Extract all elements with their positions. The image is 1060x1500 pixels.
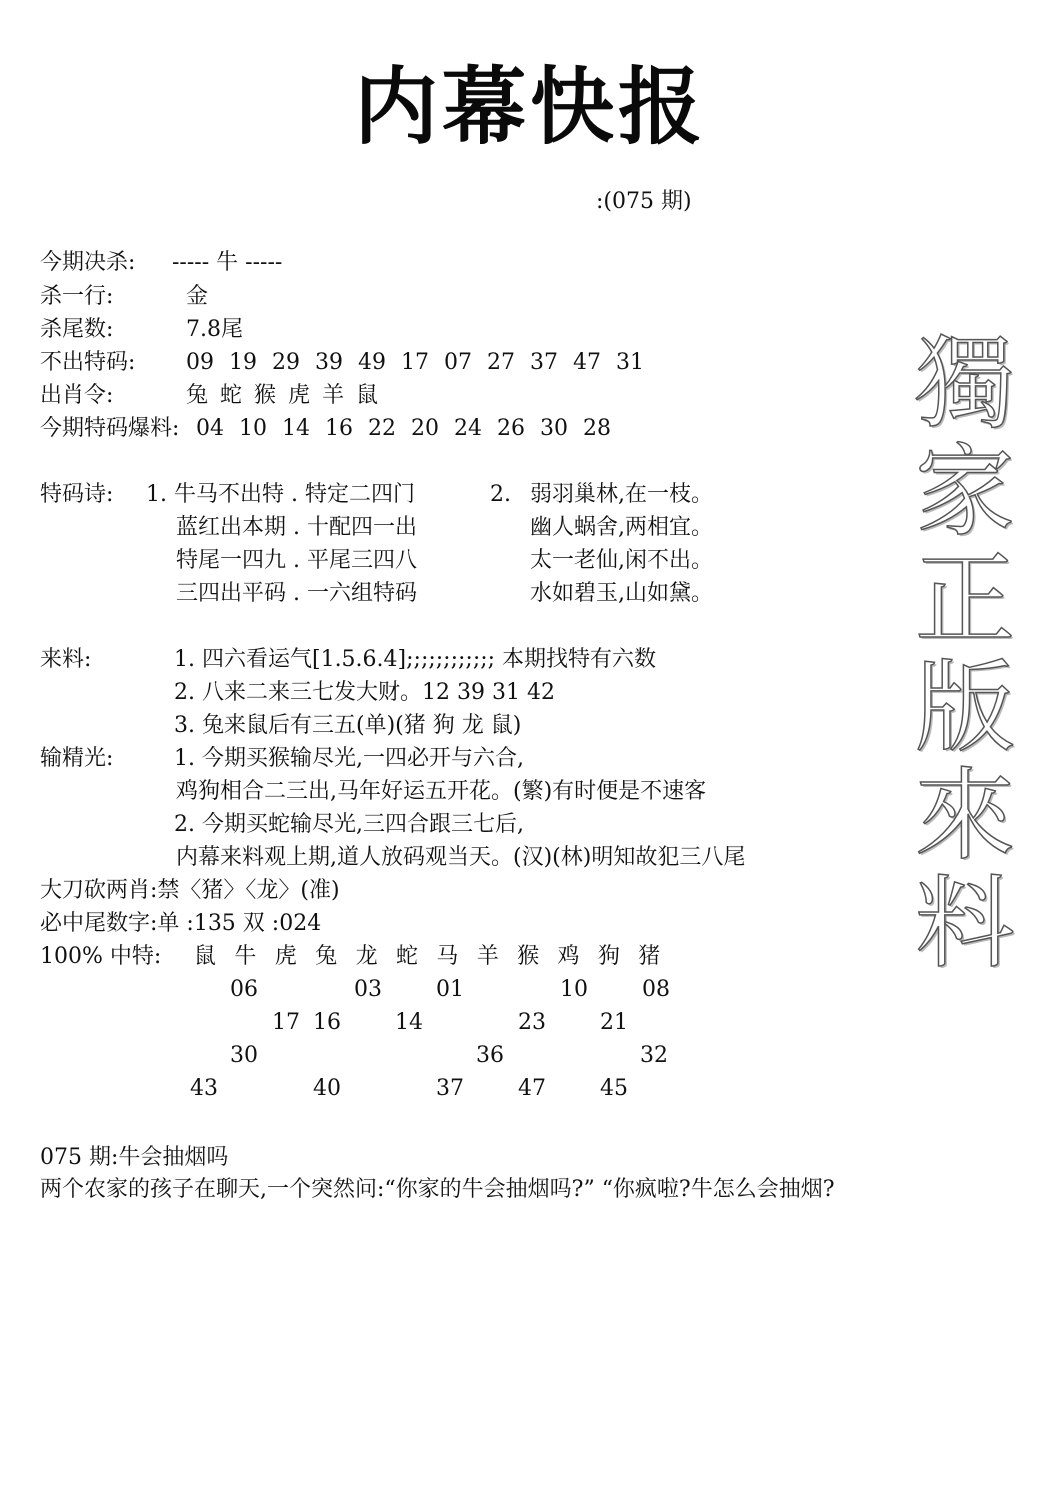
zodiac: 猪 (638, 944, 661, 969)
number: 29 (272, 350, 300, 375)
hundred-zodiacs (194, 942, 679, 972)
poem-line: 弱羽巢林,在一枝。 (530, 482, 713, 507)
hundred-number: 36 (476, 1043, 504, 1068)
zodiac: 马 (436, 944, 459, 969)
stamp-char: 獨 (915, 325, 1015, 442)
zodiac: 兔 (315, 944, 338, 969)
number: 07 (444, 350, 472, 375)
zodiac: 狗 (597, 944, 620, 969)
hundred-number: 06 (230, 977, 258, 1002)
poem-col2-number: 2. (490, 482, 511, 507)
hundred-number: 03 (354, 977, 382, 1002)
poem-line: 太一老仙,闲不出。 (530, 548, 713, 573)
poem-line: 1. 牛马不出特 . 特定二四门 (146, 482, 415, 507)
kill-label: 今期决杀: (40, 250, 136, 275)
stamp-char: 正 (915, 541, 1015, 658)
hundred-number: 10 (560, 977, 588, 1002)
number: 30 (540, 416, 568, 441)
hundred-number: 37 (436, 1076, 464, 1101)
lose-line: 2. 今期买蛇输尽光,三四合跟三七后, (174, 812, 524, 837)
hundred-number: 45 (600, 1076, 628, 1101)
lose-line: 内幕来料观上期,道人放码观当天。(汉)(林)明知故犯三八尾 (176, 845, 746, 870)
source-line: 3. 兔来鼠后有三五(单)(猪 狗 龙 鼠) (174, 713, 522, 738)
poem-line: 特尾一四九 . 平尾三四八 (176, 548, 417, 573)
hundred-number: 47 (518, 1076, 546, 1101)
source-line: 1. 四六看运气[1.5.6.4];;;;;;;;;;;; 本期找特有六数 (174, 647, 657, 672)
kill-value: ----- 牛 ----- (172, 250, 283, 275)
zodiac: 兔 (186, 383, 209, 408)
number: 20 (411, 416, 439, 441)
lose-label: 输精光: (40, 746, 114, 771)
stamp-char: 家 (915, 433, 1015, 550)
stamp-char: 來 (915, 757, 1015, 874)
exclusive-stamp (900, 325, 1030, 982)
zodiac: 虎 (288, 383, 311, 408)
kill-tail-label: 杀尾数: (40, 317, 114, 342)
stamp-char: 版 (915, 649, 1015, 766)
zodiac: 虎 (274, 944, 297, 969)
number: 24 (454, 416, 482, 441)
zodiac: 蛇 (395, 944, 418, 969)
must-tail-line: 必中尾数字:单 :135 双 :024 (40, 911, 322, 936)
hundred-number: 01 (436, 977, 464, 1002)
kill-row-value: 金 (186, 284, 209, 309)
poem-line: 水如碧玉,山如黛。 (530, 581, 713, 606)
kill-tail-value: 7.8尾 (186, 317, 243, 342)
number: 09 (186, 350, 214, 375)
number: 39 (315, 350, 343, 375)
story-title: 075 期:牛会抽烟吗 (40, 1145, 229, 1170)
number: 17 (401, 350, 429, 375)
zodiac: 蛇 (220, 383, 243, 408)
no-special-label: 不出特码: (40, 350, 136, 375)
zodiac: 猴 (254, 383, 277, 408)
hundred-number: 21 (600, 1010, 628, 1035)
kill-row-label: 杀一行: (40, 284, 114, 309)
no-special-numbers (186, 348, 659, 378)
number: 22 (368, 416, 396, 441)
lose-line: 鸡狗相合二三出,马年好运五开花。(繁)有时便是不速客 (176, 779, 707, 804)
number: 37 (530, 350, 558, 375)
hundred-number: 08 (642, 977, 670, 1002)
hundred-number: 16 (313, 1010, 341, 1035)
number: 31 (616, 350, 644, 375)
hundred-number: 17 (272, 1010, 300, 1035)
source-label: 来料: (40, 647, 92, 672)
number: 26 (497, 416, 525, 441)
number: 27 (487, 350, 515, 375)
zodiac: 羊 (322, 383, 345, 408)
issue-prefix: : (596, 189, 604, 214)
zodiac: 羊 (476, 944, 499, 969)
zodiac: 鸡 (557, 944, 580, 969)
number: 10 (239, 416, 267, 441)
hot-label: 今期特码爆料: (40, 416, 180, 441)
poem-line: 蓝红出本期 . 十配四一出 (176, 515, 417, 540)
issue-number (596, 184, 692, 215)
hundred-number: 43 (190, 1076, 218, 1101)
hundred-number: 23 (518, 1010, 546, 1035)
zodiac-out-list (186, 381, 390, 411)
number: 19 (229, 350, 257, 375)
hundred-label: 100% 中特: (40, 944, 162, 969)
number: 14 (282, 416, 310, 441)
number: 04 (196, 416, 224, 441)
zodiac: 鼠 (356, 383, 379, 408)
zodiac-out-label: 出肖令: (40, 383, 114, 408)
poem-line: 三四出平码 . 一六组特码 (176, 581, 417, 606)
page-title: 内幕快报 (353, 57, 706, 156)
hot-numbers (196, 414, 626, 444)
source-line: 2. 八来二来三七发大财。12 39 31 42 (174, 680, 555, 705)
hundred-number: 14 (395, 1010, 423, 1035)
zodiac: 鼠 (194, 944, 217, 969)
hundred-number: 30 (230, 1043, 258, 1068)
zodiac: 牛 (234, 944, 257, 969)
zodiac: 猴 (517, 944, 540, 969)
number: 16 (325, 416, 353, 441)
poem-label: 特码诗: (40, 482, 114, 507)
lose-line: 1. 今期买猴输尽光,一四必开与六合, (174, 746, 524, 771)
number: 28 (583, 416, 611, 441)
story-text: 两个农家的孩子在聊天,一个突然问:“你家的牛会抽烟吗?” “你疯啦?牛怎么会抽烟? (40, 1177, 835, 1202)
hundred-number: 32 (640, 1043, 668, 1068)
issue-label: (075 期) (603, 189, 692, 214)
number: 49 (358, 350, 386, 375)
poem-line: 幽人蜗舍,两相宜。 (530, 515, 713, 540)
hundred-number: 40 (313, 1076, 341, 1101)
number: 47 (573, 350, 601, 375)
knife-line: 大刀砍两肖:禁〈猪〉〈龙〉(准) (40, 878, 340, 903)
zodiac: 龙 (355, 944, 378, 969)
stamp-char: 料 (915, 865, 1015, 982)
